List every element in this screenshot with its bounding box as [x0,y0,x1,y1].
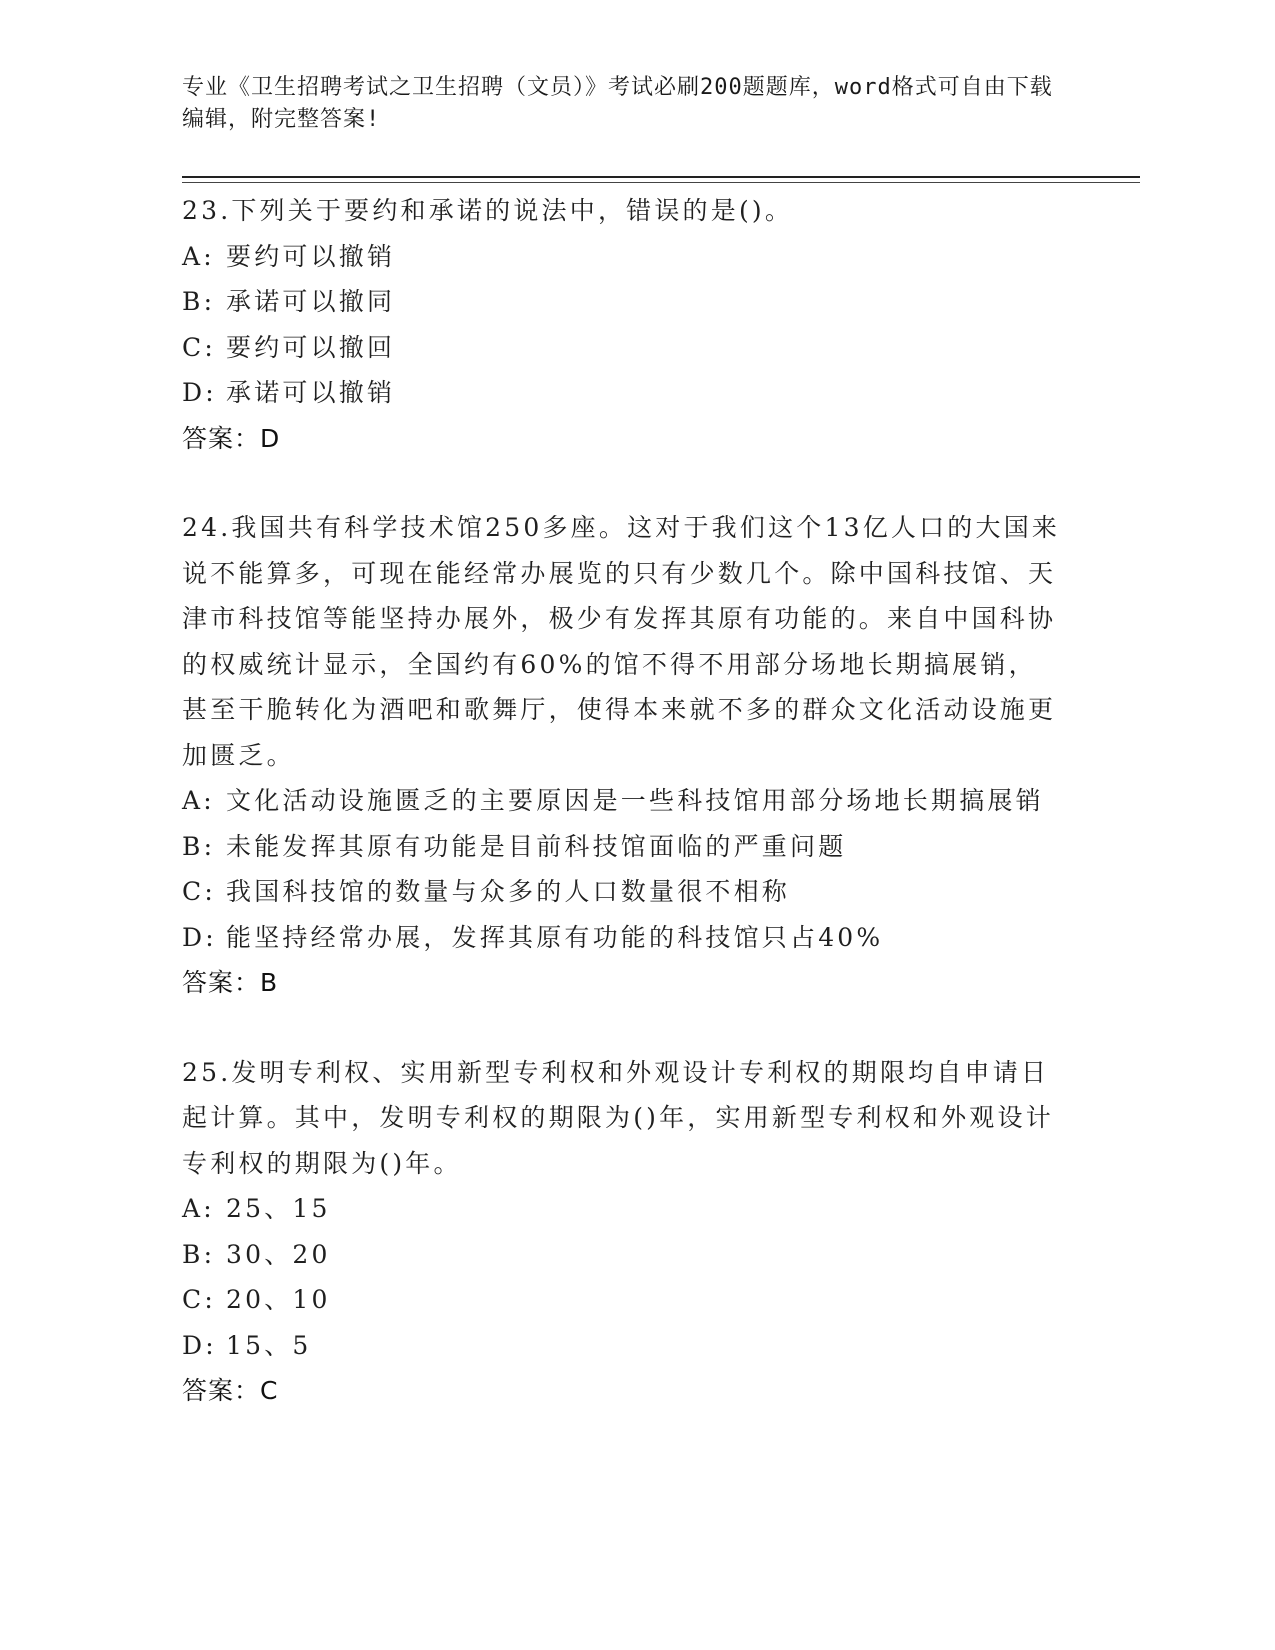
option-key: B: [182,831,216,861]
option-c [182,325,1082,371]
option-c [182,1277,1082,1323]
option-key: B: [182,287,216,316]
question-stem: 24.我国共有科学技术馆250多座。这对于我们这个13亿人口的大国来说不能算多，可现在能经常办展览的只有少数几个。除中国科技馆、天津市科技馆等能坚持办展外，极少有发挥其原有功能的。来自中国科协的权威统计显示，全国约有60%的馆不得不用部分场地长期搞展销，甚至干脆转化为酒吧和歌舞厅，使得本来就不多的群众文化活动设施更加匮乏。 [182,513,1061,770]
option-key: A: [182,1194,215,1223]
option-key: D: [182,378,217,407]
header-divider-thin [182,182,1140,183]
option-text: 未能发挥其原有功能是目前科技馆面临的严重问题 [226,831,847,861]
option-b [182,279,1082,325]
option-text: 承诺可以撤同 [226,287,396,316]
option-text: 30、20 [226,1239,331,1269]
option-d [182,1323,1082,1369]
option-a [182,778,1082,824]
option-key: B: [182,1239,216,1269]
question-24 [182,505,1082,1006]
option-key: C: [182,877,216,906]
option-key: D: [182,922,217,952]
question-stem: 25.发明专利权、实用新型专利权和外观设计专利权的期限均自申请日起计算。其中，发明专利权的期限为()年，实用新型专利权和外观设计专利权的期限为()年。 [182,1057,1054,1178]
option-b [182,1232,1082,1278]
answer-label: 答案：C [182,1376,279,1405]
question-list [182,188,1082,1458]
option-key: A: [182,786,215,815]
option-key: C: [182,1285,216,1314]
option-text: 要约可以撤销 [226,241,396,271]
option-text: 25、15 [226,1194,331,1223]
option-b [182,824,1082,870]
option-key: D: [182,1330,217,1360]
option-key: C: [182,332,216,362]
option-text: 承诺可以撤销 [226,378,396,407]
option-key: A: [182,241,215,271]
option-d [182,370,1082,416]
question-25 [182,1050,1082,1414]
option-text: 文化活动设施匮乏的主要原因是一些科技馆用部分场地长期搞展销 [226,786,1044,815]
document-header: 专业《卫生招聘考试之卫生招聘（文员）》考试必刷200题题库，word格式可自由下载编辑，附完整答案! [182,75,1053,132]
answer-label: 答案：D [182,423,281,453]
question-stem: 23.下列关于要约和承诺的说法中，错误的是()。 [182,196,794,225]
header-divider-thick [182,176,1140,178]
option-text: 15、5 [226,1330,312,1360]
option-c [182,869,1082,915]
question-23 [182,188,1082,461]
option-text: 20、10 [226,1285,331,1314]
answer-label: 答案：B [182,968,279,997]
option-text: 我国科技馆的数量与众多的人口数量很不相称 [226,877,791,906]
option-text: 要约可以撤回 [226,332,396,362]
option-a [182,1186,1082,1232]
option-a [182,234,1082,280]
option-d [182,915,1082,961]
option-text: 能坚持经常办展，发挥其原有功能的科技馆只占40% [226,922,884,952]
